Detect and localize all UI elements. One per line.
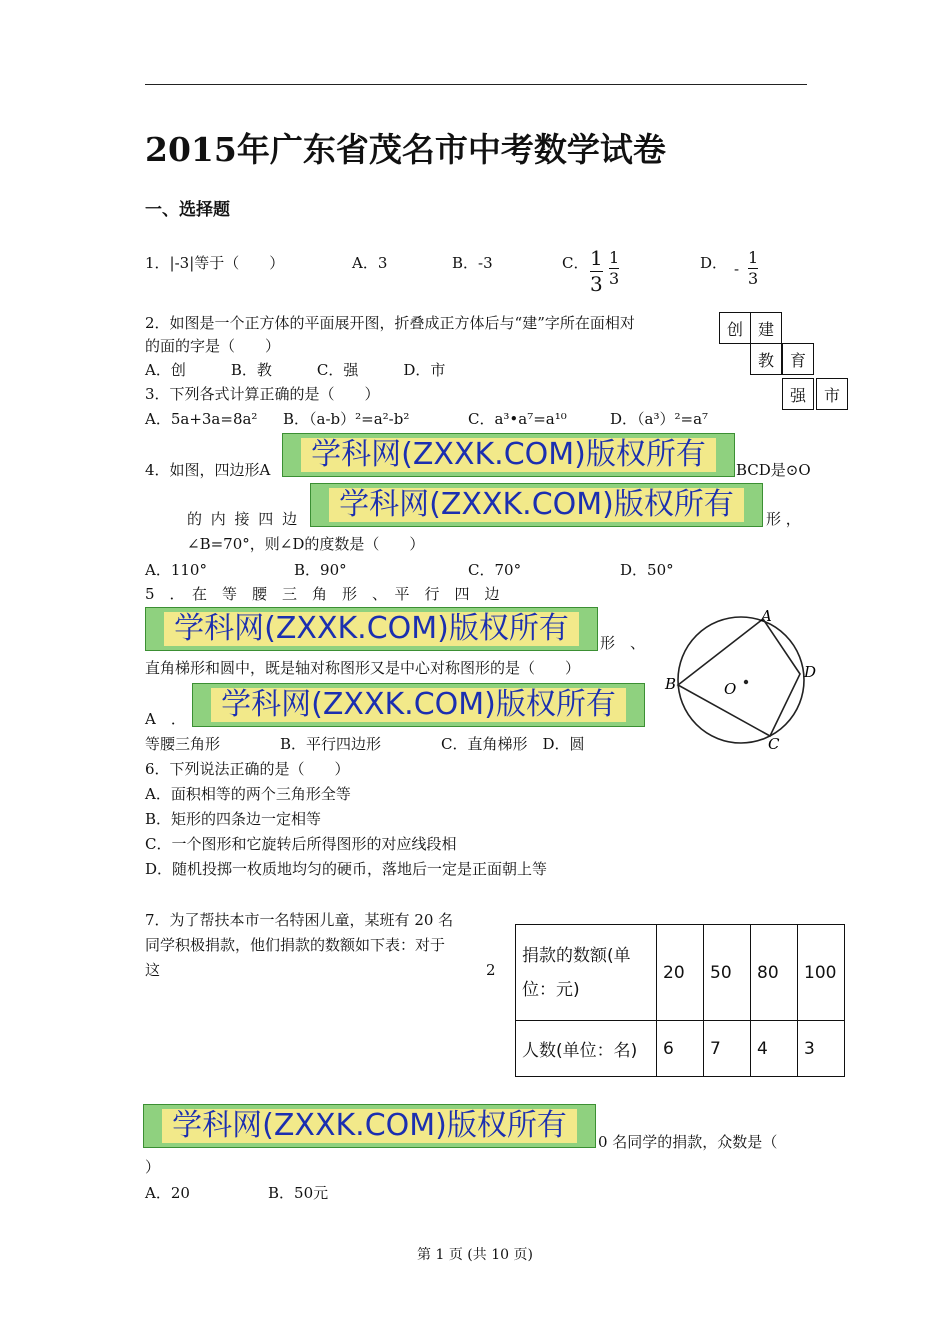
net-cell: 教 bbox=[750, 343, 782, 375]
net-cell: 育 bbox=[782, 343, 814, 375]
watermark-banner bbox=[192, 683, 645, 727]
net-cell: 强 bbox=[782, 378, 814, 410]
q7-line3: 这 bbox=[145, 961, 161, 979]
q1-d-sign: - bbox=[734, 260, 740, 278]
q7-line4-end: 0 名同学的捐款，众数是（ bbox=[598, 1133, 778, 1151]
q1-c-fraction-large: 1 3 bbox=[590, 246, 603, 296]
q6-option-a: A．面积相等的两个三角形全等 bbox=[145, 785, 351, 803]
donation-table bbox=[515, 924, 845, 1077]
watermark-text: 学科网(ZXXK.COM)版权所有 bbox=[329, 488, 744, 522]
q5-line5: 等腰三角形 B．平行四边形 C．直角梯形 D．圆 bbox=[145, 735, 585, 753]
q3-option-d: D．（a³）²=a⁷ bbox=[610, 410, 709, 428]
q4-line2-end: 形 ， bbox=[766, 510, 801, 528]
q4-option-c: C．70° bbox=[468, 561, 522, 579]
watermark-banner bbox=[282, 433, 735, 477]
section-heading: 一、选择题 bbox=[145, 200, 230, 220]
header-text-line: 位：元) bbox=[522, 979, 580, 1000]
q4-line1-start: 4．如图，四边形A bbox=[145, 461, 271, 479]
net-cell: 市 bbox=[816, 378, 848, 410]
q7-line3-end: 2 bbox=[486, 961, 496, 979]
table-cell: 4 bbox=[751, 1021, 798, 1077]
q5-line3: 直角梯形和圆中，既是轴对称图形又是中心对称图形的是（ ） bbox=[145, 659, 581, 677]
table-cell: 3 bbox=[798, 1021, 845, 1077]
q2-line2: 的面的字是（ ） bbox=[145, 337, 281, 355]
q2-options: A．创 B．教 C．强 D．市 bbox=[145, 361, 446, 379]
q3-option-c: C．a³•a⁷=a¹⁰ bbox=[468, 410, 567, 428]
q6-stem: 6．下列说法正确的是（ ） bbox=[145, 760, 350, 778]
net-cell: 创 bbox=[719, 312, 751, 344]
q1-option-b: B．-3 bbox=[452, 254, 493, 272]
q1-option-a: A．3 bbox=[352, 254, 388, 272]
table-header-cell: 人数(单位：名) bbox=[516, 1021, 657, 1077]
q7-option-b: B．50元 bbox=[268, 1184, 329, 1202]
q7-line1: 7．为了帮扶本市一名特困儿童，某班有 20 名 bbox=[145, 911, 454, 929]
q4-option-a: A．110° bbox=[145, 561, 207, 579]
q4-line2-start: 的 内 接 四 边 bbox=[187, 510, 298, 528]
q4-line1-end: BCD是⊙O bbox=[736, 461, 811, 479]
q2-line1: 2．如图是一个正方体的平面展开图，折叠成正方体后与“建”字所在面相对 bbox=[145, 314, 635, 332]
q6-option-c: C．一个图形和它旋转后所得图形的对应线段相 bbox=[145, 835, 457, 853]
watermark-text: 学科网(ZXXK.COM)版权所有 bbox=[162, 1109, 577, 1143]
center-point bbox=[744, 680, 748, 684]
q1-option-c: C． bbox=[562, 254, 589, 272]
table-cell: 7 bbox=[704, 1021, 751, 1077]
q7-line5: ） bbox=[145, 1158, 161, 1176]
table-cell: 100 bbox=[798, 925, 845, 1021]
label-a: A bbox=[761, 607, 772, 625]
q1-stem: 1．|-3|等于（ ） bbox=[145, 254, 285, 272]
q5-line1: 5 ． 在 等 腰 三 角 形 、 平 行 四 边 bbox=[145, 585, 500, 603]
q4-option-b: B．90° bbox=[294, 561, 347, 579]
q5-line4: A ． bbox=[145, 710, 186, 728]
q1-d-fraction: 1 3 bbox=[748, 248, 759, 288]
q3-stem: 3．下列各式计算正确的是（ ） bbox=[145, 385, 380, 403]
inscribed-quadrilateral-figure bbox=[660, 600, 830, 755]
table-cell: 20 bbox=[657, 925, 704, 1021]
watermark-banner bbox=[143, 1104, 596, 1148]
table-cell: 6 bbox=[657, 1021, 704, 1077]
table-row bbox=[516, 1021, 845, 1077]
page-footer: 第 1 页 (共 10 页) bbox=[417, 1247, 533, 1263]
q5-line2-end: 形 、 bbox=[600, 634, 646, 652]
header-text-line: 捐款的数额(单 bbox=[522, 945, 631, 966]
watermark-text: 学科网(ZXXK.COM)版权所有 bbox=[301, 438, 716, 472]
q7-line2: 同学积极捐款，他们捐款的数额如下表：对于 bbox=[145, 936, 446, 954]
table-cell: 50 bbox=[704, 925, 751, 1021]
watermark-text: 学科网(ZXXK.COM)版权所有 bbox=[211, 688, 626, 722]
q4-line3: ∠B=70°，则∠D的度数是（ ） bbox=[187, 535, 425, 553]
q6-option-d: D．随机投掷一枚质地均匀的硬币，落地后一定是正面朝上等 bbox=[145, 860, 548, 878]
q7-option-a: A．20 bbox=[145, 1184, 190, 1202]
watermark-text: 学科网(ZXXK.COM)版权所有 bbox=[164, 612, 579, 646]
watermark-banner bbox=[145, 607, 598, 651]
q3-option-b: B．（a-b）²=a²-b² bbox=[283, 410, 410, 428]
label-c: C bbox=[768, 735, 780, 753]
q3-option-a: A．5a+3a=8a² bbox=[145, 410, 258, 428]
label-o: O bbox=[724, 680, 737, 698]
q4-option-d: D．50° bbox=[620, 561, 674, 579]
q6-option-b: B．矩形的四条边一定相等 bbox=[145, 810, 322, 828]
table-row bbox=[516, 925, 845, 1021]
top-rule bbox=[145, 84, 807, 85]
table-header-cell bbox=[516, 925, 657, 1021]
label-b: B bbox=[665, 675, 677, 693]
q1-c-fraction-small: 1 3 bbox=[609, 248, 620, 288]
label-d: D bbox=[804, 663, 817, 681]
net-cell: 建 bbox=[750, 312, 782, 344]
page-title: 2015年广东省茂名市中考数学试卷 bbox=[145, 130, 666, 169]
table-cell: 80 bbox=[751, 925, 798, 1021]
q1-option-d: D． bbox=[700, 254, 728, 272]
watermark-banner bbox=[310, 483, 763, 527]
